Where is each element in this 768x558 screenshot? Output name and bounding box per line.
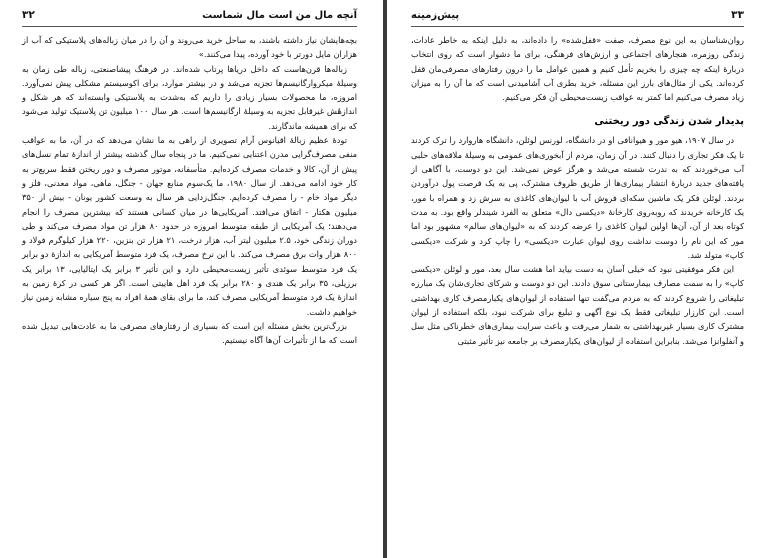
paragraph: این فکر موفقیتی نبود که خیلی آسان به دست بیاید اما هشت سال بعد، مور و لوئلن «دیکسی کاپ» را به سمت مصارف بیمارستانی سوق دادند. این دو دوست و شرکای تجاری‌شان یک مبارزه تبلیغاتی را شروع کردند که به مردم می‌گفت تنها استفاده از لیوان‌های یکبارمصرف کاری بهداشتی است. این کارزار تبلیغاتی فقط یک نوع آگهی و تبلیغ برای شرکت نبود، بلکه استفاده از لیوان مشترک کاری بسیار غیربهداشتی به شمار می‌رفت و باعث سرایت بیماری‌های خطرناکی مثل سل و آنفلوانزا می‌شد. بنابراین استفاده از لیوان‌های یکبارمصرف بر جامعه نیز تأثیر مثبتی <box>411 264 744 346</box>
running-header <box>411 6 744 24</box>
page-left <box>0 0 383 558</box>
header-rule <box>411 26 744 27</box>
paragraph: تودهٔ عظیم زبالهٔ اقیانوس آرام تصویری از راهی به ما نشان می‌دهد که در آن، ما به عواقب منفی مصرف‌گرایی مدرن اعتنایی نمی‌کنیم. ما در پنجاه سال گذشته بیشتر از اندازهٔ تمام نسل‌های پیش از آن، کالا و خدمات مصرف کرده‌ایم. متأسفانه، موتور مصرف و دور ریختن فقط سریع‌تر به کار خود ادامه می‌دهد. از سال ۱۹۸۰، ما یک‌سوم منابع جهان - جنگل، ماهی، مواد معدنی، فلز و دیگر مواد خام - را مصرف کرده‌ایم. جنگل‌زدایی هر سال به وسعت کشور یونان - بیش از ۳۵۰ میلیون هکتار - اتفاق می‌افتد. آمریکایی‌ها در میان کسانی هستند که بیشترین مصرف را انجام می‌دهند؛ یک آمریکایی از طبقه متوسط امروزه در حدود ۸۰ هزار تن مواد مصرف می‌کند و طی دوران زندگی خود، ۲.۵ میلیون لیتر آب، هزار درخت، ۲۱ هزار تن بنزین، ۲۲۰ هزار کیلوگرم فولاد و ۸۰۰ هزار وات برق مصرف می‌کند. با این نرخ مصرف، یک فرد متوسط آمریکایی به اندازهٔ دو برابر یک فرد متوسط سوئدی تأثیر زیست‌محیطی دارد و این تأثیر ۳ برابر یک ایتالیایی، ۱۳ برابر یک برزیلی، ۳۵ برابر یک هندی و ۲۸۰ برابر یک فرد اهل هاییتی است. اگر هر کسی در کرهٔ زمین به اندازهٔ یک فرد متوسط آمریکایی مصرف کند، ما برای بقای همهٔ افراد به پنج سیاره مشابه زمین نیاز خواهیم داشت. <box>22 135 358 317</box>
paragraph: روان‌شناسان به این نوع مصرف، صفت «قفل‌شده» را داده‌اند، به دلیل اینکه به خاطر عادات، زندگی روزمره، هنجارهای اجتماعی و ارزش‌های فرهنگی، برای ما دشوار است که روی انتخاب دربارهٔ اینکه چه چیزی را بخریم تأمل کنیم و همین عوامل ما را درون رفتارهای مصرفی‌مان قفل کرده‌اند. یکی از مثال‌های بارز این مسئله، خرید بطری آب آشامیدنی است که ما آن را به میزان زیاد مصرف می‌کنیم اما کمتر به عواقب زیست‌محیطی آن فکر می‌کنیم. <box>411 35 744 103</box>
page-number: ۳۲ <box>22 9 35 21</box>
running-title: آنچه مال من است مال شماست <box>202 9 357 21</box>
section-heading: پدیدار شدن زندگی دور ریختنی <box>594 116 744 128</box>
page-right <box>387 0 768 558</box>
running-title: پیش‌زمینه <box>411 9 460 21</box>
paragraph: در سال ۱۹۰۷، هیو مور و هیوانافی او در دانشگاه، لورنس لوئلن، دانشگاه هاروارد را ترک کردند تا یک فکر تجاری را دنبال کنند. در آن زمان، مردم از آبخوری‌های عمومی به وسیلهٔ ملاقه‌های حلبی آب می‌خوردند که به ندرت شسته می‌شد و هرگز عوض نمی‌شد. این دو دوست، با آگاهی از یافته‌های جدید دربارهٔ انتشار بیماری‌ها از طریق ظروف مشترک، پی به یک فرصت پول درآوردن بردند. لوئلن فکر یک ماشین سکه‌ای فروش آب با لیوان‌های کاغذی به سرش زد و همراه با مور، یک کارخانه خریدند که روبه‌روی کارخانهٔ «دیکسی دال» متعلق به الفرد شیندلر واقع بود. به مدت کوتاه بعد از آن، آن‌ها اولین لیوان کاغذی را عرضه کردند که به «لیوان‌های سالم» مشهور بود اما مور که این نام را دوست نداشت روی لیوان عبارت «دیکسی» را چاپ کرد و شرکت «دیکسی کاپ» متولد شد. <box>411 135 744 260</box>
page-number: ۳۳ <box>731 9 744 21</box>
paragraph: بزرگ‌ترین بخش مسئله این است که بسیاری از رفتارهای مصرفی ما به عادت‌هایی تبدیل شده است که ما از تأثیرات آن‌ها آگاه نیستیم. <box>22 320 357 346</box>
running-header <box>22 6 357 24</box>
paragraph: زباله‌ها قرن‌هاست که داخل دریاها پرتاب شده‌اند. در فرهنگ پیشاصنعتی، زباله طی زمان به وسیلهٔ میکروارگانیسم‌ها تجزیه می‌شد و در بیشتر موارد، برای اکوسیستم مشکلی پیش نمی‌آورد. امروزه، ما محصولات بسیار زیادی را داریم که به‌شدت به پلاستیکی وابسته‌اند که هر شکل و اندازهٔش غیرقابل تجزیه به وسیلهٔ ارگانیسم‌ها است. هر سال ۱۰۰ میلیون تن پلاستیک تولید می‌شود که برای همیشه ماندگارند. <box>22 63 357 131</box>
paragraph: بچه‌هایشان نیاز داشته باشند، به ساحل خرید می‌روند و آن را در میان زباله‌های پلاستیکی که آب از هزاران مایل دورتر با خود آورده، پیدا می‌کنند.» <box>22 35 357 60</box>
header-rule <box>22 26 357 27</box>
